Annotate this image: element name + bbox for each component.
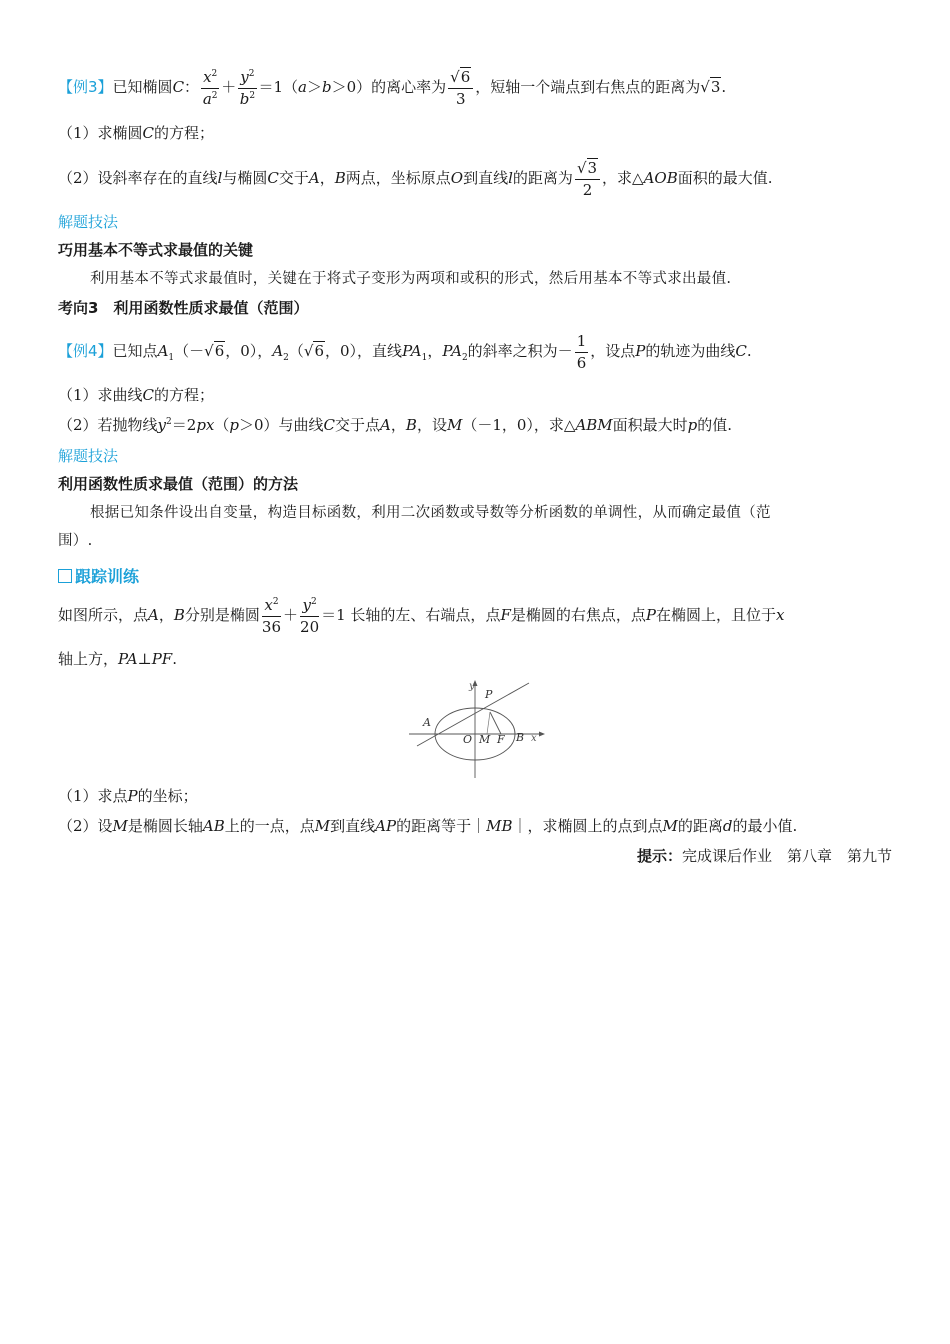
technique2-body-line1: 根据已知条件设出自变量，构造目标函数，利用二次函数或导数等分析函数的单调性，从而确定最值（范 (90, 505, 771, 521)
section3-title: 考向3 利用函数性质求最值（范围） (58, 299, 309, 317)
practice-heading: 跟踪训练 (58, 566, 900, 588)
label-M: M (479, 733, 491, 746)
hint-text: 完成课后作业 第八章 第九节 (681, 847, 892, 865)
example3-statement: 【例3】已知椭圆C： $\frac{x^2}{a^2}$ ＋ $\frac{y^2}{b^2}$ ＝1（a＞b＞0）的离心率为 $\frac{√6}{3}$ ，短轴一个端点到右焦点的距离为√3. (58, 67, 727, 108)
segment-PM (487, 712, 490, 734)
fraction-y2-b2: $\frac{y^2}{b^2}$ (239, 67, 256, 108)
ellipse-y-fraction: $\frac{y^2}{20}$ (300, 595, 320, 636)
label-O: O (463, 733, 473, 746)
distance-fraction: $\frac{√3}{2}$ (575, 161, 600, 198)
example4-question1: （1）求曲线C的方程； (58, 386, 215, 404)
technique2-title: 利用函数性质求最值（范围）的方法 (58, 475, 299, 493)
technique2-body-line2: 围）. (58, 533, 93, 549)
ellipse-x-fraction: $\frac{x^2}{36}$ (261, 595, 282, 636)
practice-statement-line1: 如图所示，点A，B分别是椭圆 $\frac{x^2}{36}$ ＋ $\frac{y^2}{20}$ ＝1 长轴的左、右端点，点F是椭圆的右焦点，点P在椭圆上，且位于x (58, 595, 785, 636)
label-P: P (485, 688, 493, 701)
example3-tag: 【例3】 (58, 78, 113, 96)
line-AP (417, 683, 529, 746)
example3-question2: （2）设斜率存在的直线l与椭圆C交于A，B两点，坐标原点O到直线l的距离为 $\frac{√3}{2}$ ，求△AOB面积的最大值. (58, 158, 773, 199)
example4-question2: （2）若抛物线$y^2=2px(p>0)$与曲线C交于点A，B，设M（－1，0），求△ABM面积最大时p的值. (58, 416, 733, 434)
example4-statement: 【例4】已知点$A_1(-√6$，0），$A_2(√6$，0），直线$PA_1$，$PA_2$的斜率之积为－ $\frac{1}{6}$ ，设点P的轨迹为曲线C. (58, 331, 752, 372)
technique2-heading: 解题技法 (58, 447, 119, 465)
technique1-body: 利用基本不等式求最值时，关键在于将式子变形为两项和或积的形式，然后用基本不等式求出最值. (90, 271, 732, 287)
segment-PF (490, 712, 501, 734)
example3-question1: （1）求椭圆C的方程； (58, 124, 215, 142)
label-A: A (423, 716, 431, 729)
ellipse-figure (405, 678, 545, 780)
checkbox-square-icon (58, 569, 72, 583)
practice-question1: （1）求点P的坐标； (58, 787, 198, 805)
practice-statement-line2: 轴上方，PA⊥PF. (58, 650, 177, 668)
label-F: F (497, 733, 505, 746)
label-y: y (469, 681, 475, 692)
fraction-x2-a2: $\frac{x^2}{a^2}$ (202, 67, 218, 108)
eccentricity-fraction: $\frac{√6}{3}$ (448, 70, 473, 107)
slope-product-fraction: $\frac{1}{6}$ (576, 331, 587, 372)
practice-question2: （2）设M是椭圆长轴AB上的一点，点M到直线AP的距离等于｜MB｜，求椭圆上的点到点M的距离d的最小值. (58, 817, 798, 835)
hint-label: 提示： (636, 847, 682, 865)
homework-hint (637, 845, 892, 866)
x-axis-arrow (539, 732, 545, 737)
example4-tag: 【例4】 (58, 342, 113, 360)
technique1-heading: 解题技法 (58, 213, 119, 231)
label-B: B (516, 731, 525, 744)
technique1-title: 巧用基本不等式求最值的关键 (58, 241, 254, 259)
label-x: x (531, 733, 537, 744)
